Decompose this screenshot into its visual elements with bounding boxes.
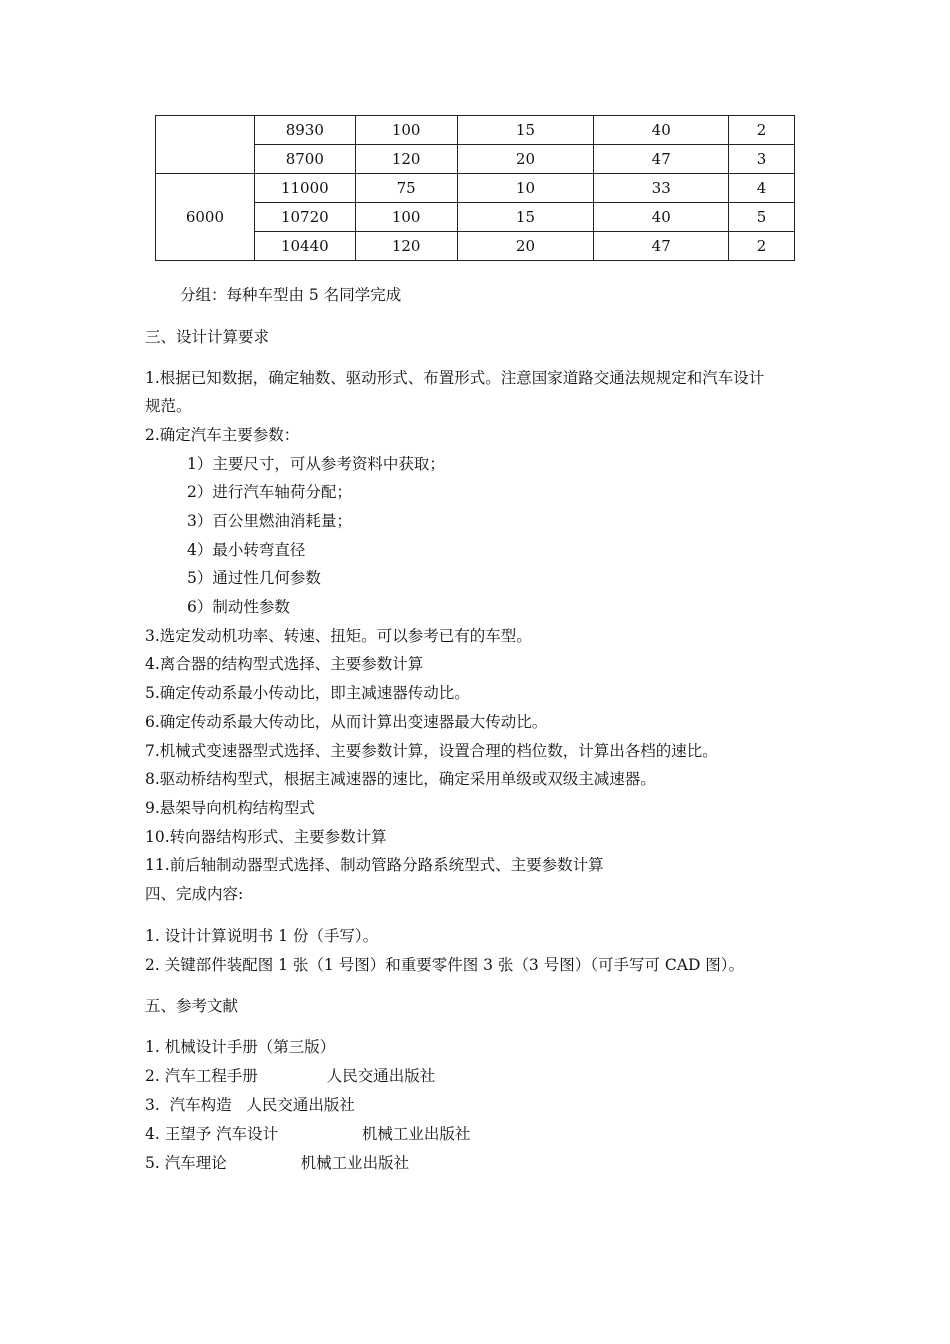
table-cell: 40 [594,203,729,232]
section-heading: 四、完成内容: [145,885,244,903]
table-cell: 10440 [254,232,355,261]
list-item: 5.确定传动系最小传动比，即主减速器传动比。 [145,684,470,702]
sub-list-item: 3）百公里燃油消耗量； [187,512,352,530]
table-cell: 8930 [254,116,355,145]
table-cell: 47 [594,145,729,174]
grouping-note: 分组：每种车型由 5 名同学完成 [180,286,402,304]
table-cell: 120 [355,232,457,261]
table-group-cell: 6000 [156,174,255,261]
table-group-cell [156,116,255,174]
list-item: 规范。 [145,397,192,415]
reference-item: 4. 王望予 汽车设计 机械工业出版社 [145,1125,471,1143]
sub-list-item: 2）进行汽车轴荷分配； [187,483,352,501]
table-cell: 100 [355,116,457,145]
reference-item: 5. 汽车理论 机械工业出版社 [145,1154,410,1172]
table-cell: 15 [457,203,594,232]
table-cell: 2 [729,116,795,145]
list-item: 1.根据已知数据，确定轴数、驱动形式、布置形式。注意国家道路交通法规规定和汽车设计 [145,369,765,387]
table-cell: 10 [457,174,594,203]
table-cell: 11000 [254,174,355,203]
table-cell: 2 [729,232,795,261]
table-cell: 40 [594,116,729,145]
table-row [156,174,795,203]
table-cell: 5 [729,203,795,232]
list-item: 2.确定汽车主要参数： [145,426,300,444]
table-cell: 15 [457,116,594,145]
section-heading: 三、设计计算要求 [145,328,270,346]
vehicle-parameter-table [155,115,795,261]
table-cell: 20 [457,232,594,261]
reference-item: 2. 汽车工程手册 人民交通出版社 [145,1067,436,1085]
table-cell: 10720 [254,203,355,232]
sub-list-item: 4）最小转弯直径 [187,541,306,559]
table-cell: 75 [355,174,457,203]
table-cell: 4 [729,174,795,203]
table-cell: 100 [355,203,457,232]
table-cell: 47 [594,232,729,261]
list-item: 6.确定传动系最大传动比，从而计算出变速器最大传动比。 [145,713,548,731]
table-cell: 20 [457,145,594,174]
list-item: 10.转向器结构形式、主要参数计算 [145,828,387,846]
list-item: 4.离合器的结构型式选择、主要参数计算 [145,655,424,673]
table-cell: 8700 [254,145,355,174]
sub-list-item: 5）通过性几何参数 [187,569,321,587]
section-heading: 五、参考文献 [145,997,239,1015]
table-cell: 120 [355,145,457,174]
list-item: 11.前后轴制动器型式选择、制动管路分路系统型式、主要参数计算 [145,856,604,874]
table-cell: 3 [729,145,795,174]
reference-item: 3. 汽车构造 人民交通出版社 [145,1096,355,1114]
table-row [156,116,795,145]
sub-list-item: 6）制动性参数 [187,598,290,616]
table-cell: 33 [594,174,729,203]
list-item: 2. 关键部件装配图 1 张（1 号图）和重要零件图 3 张（3 号图）（可手写可 CAD 图）。 [145,956,745,974]
list-item: 8.驱动桥结构型式，根据主减速器的速比，确定采用单级或双级主减速器。 [145,770,656,788]
sub-list-item: 1）主要尺寸，可从参考资料中获取； [187,455,445,473]
list-item: 1. 设计计算说明书 1 份（手写）。 [145,927,379,945]
list-item: 9.悬架导向机构结构型式 [145,799,315,817]
list-item: 3.选定发动机功率、转速、扭矩。可以参考已有的车型。 [145,627,532,645]
reference-item: 1. 机械设计手册（第三版） [145,1038,336,1056]
list-item: 7.机械式变速器型式选择、主要参数计算，设置合理的档位数，计算出各档的速比。 [145,742,718,760]
